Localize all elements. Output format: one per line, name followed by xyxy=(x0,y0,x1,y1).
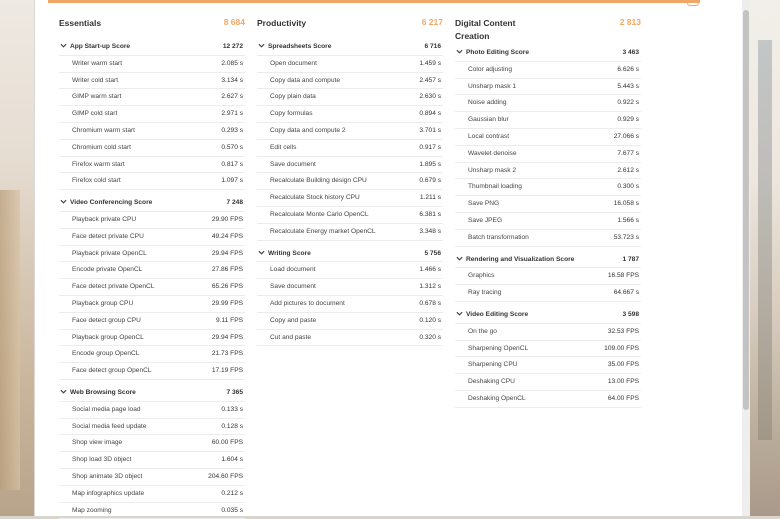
group-score: 3 598 xyxy=(622,310,639,318)
result-value: 2.085 s xyxy=(221,59,243,67)
category-score: 6 217 xyxy=(421,17,443,27)
result-row xyxy=(59,157,245,174)
result-label: Shop load 3D object xyxy=(72,456,132,464)
result-row xyxy=(257,296,443,313)
result-row xyxy=(257,330,443,347)
result-row xyxy=(257,190,443,207)
result-value: 0.293 s xyxy=(221,126,243,134)
group-score: 6 716 xyxy=(424,43,441,50)
result-label: Recalculate Energy market OpenCL xyxy=(270,227,376,235)
result-label: Graphics xyxy=(468,272,495,280)
result-label: Noise adding xyxy=(468,99,507,107)
result-label: Load document xyxy=(270,266,316,274)
category-title: Digital Content Creation xyxy=(455,18,516,41)
result-row xyxy=(59,363,245,380)
result-row xyxy=(455,129,641,146)
desktop-background-left xyxy=(0,0,34,516)
result-value: 1.459 s xyxy=(419,59,441,67)
group-label: Rendering and Visualization Score xyxy=(466,255,575,263)
result-value: 21.73 FPS xyxy=(211,350,243,358)
group-label: Spreadsheets Score xyxy=(268,43,332,50)
group-label: Photo Editing Score xyxy=(466,49,530,56)
result-value: 2.457 s xyxy=(419,76,441,84)
result-row xyxy=(59,173,245,190)
group-label: Video Editing Score xyxy=(466,310,529,318)
result-row xyxy=(455,285,641,302)
result-value: 2.612 s xyxy=(617,166,639,174)
result-row xyxy=(59,262,245,279)
score-group-photo-editing-score[interactable] xyxy=(455,45,641,62)
result-value: 0.922 s xyxy=(617,99,639,107)
result-value: 29.94 FPS xyxy=(211,249,243,257)
score-group-video-conferencing-score[interactable] xyxy=(59,195,245,212)
chevron-down-icon[interactable] xyxy=(60,198,67,205)
column-essentials xyxy=(59,17,245,519)
result-row xyxy=(59,503,245,519)
result-label: Copy formulas xyxy=(270,110,313,118)
result-label: Save PNG xyxy=(468,200,500,208)
result-value: 2.627 s xyxy=(221,93,243,101)
result-label: Encode private OpenCL xyxy=(72,266,143,274)
category-header xyxy=(257,17,443,29)
result-row xyxy=(455,62,641,79)
result-label: Shop view image xyxy=(72,439,123,447)
result-value: 17.19 FPS xyxy=(211,367,243,375)
result-value: 0.035 s xyxy=(221,506,243,514)
result-value: 3.348 s xyxy=(419,227,441,235)
result-value: 6.626 s xyxy=(617,65,639,73)
result-row xyxy=(455,95,641,112)
result-label: Thumbnail loading xyxy=(468,183,522,191)
result-row xyxy=(257,73,443,90)
result-row xyxy=(59,435,245,452)
result-label: Save document xyxy=(270,160,316,168)
result-label: Copy data and compute xyxy=(270,76,341,84)
result-label: Add pictures to document xyxy=(270,299,345,307)
result-value: 0.120 s xyxy=(419,316,441,324)
result-row xyxy=(59,212,245,229)
result-value: 35.00 FPS xyxy=(607,361,639,369)
result-value: 0.300 s xyxy=(617,183,639,191)
result-row xyxy=(59,279,245,296)
category-score: 2 813 xyxy=(619,17,641,27)
category-header xyxy=(59,17,245,29)
group-score: 7 248 xyxy=(226,199,243,207)
result-label: Firefox cold start xyxy=(72,177,121,185)
score-group-video-editing-score[interactable] xyxy=(455,307,641,324)
result-row xyxy=(59,89,245,106)
result-label: Playback private OpenCL xyxy=(72,249,147,257)
result-row xyxy=(59,452,245,469)
result-value: 27.066 s xyxy=(613,132,639,140)
result-row xyxy=(59,140,245,157)
result-label: Sharpening OpenCL xyxy=(468,344,529,352)
group-label: App Start-up Score xyxy=(70,43,131,50)
result-label: Wavelet denoise xyxy=(468,149,517,157)
result-row xyxy=(455,324,641,341)
result-row xyxy=(257,279,443,296)
result-row xyxy=(59,229,245,246)
result-label: Save document xyxy=(270,283,316,291)
result-value: 29.99 FPS xyxy=(211,299,243,307)
result-row xyxy=(59,419,245,436)
result-value: 0.894 s xyxy=(419,110,441,118)
result-row xyxy=(257,173,443,190)
result-value: 29.94 FPS xyxy=(211,333,243,341)
result-row xyxy=(455,341,641,358)
result-value: 1.312 s xyxy=(419,283,441,291)
result-value: 0.817 s xyxy=(221,160,243,168)
score-group-spreadsheets-score[interactable] xyxy=(257,39,443,56)
result-value: 1.895 s xyxy=(419,160,441,168)
result-label: Face detect group CPU xyxy=(72,316,141,324)
result-value: 65.26 FPS xyxy=(211,283,243,291)
result-row xyxy=(59,106,245,123)
result-label: Deshaking OpenCL xyxy=(468,394,526,402)
result-value: 6.381 s xyxy=(419,210,441,218)
result-label: GIMP cold start xyxy=(72,110,118,118)
result-row xyxy=(59,73,245,90)
group-score: 12 272 xyxy=(222,43,243,50)
result-label: Batch transformation xyxy=(468,233,529,241)
group-label: Writing Score xyxy=(268,249,311,257)
result-value: 3.701 s xyxy=(419,126,441,134)
result-label: Recalculate Building design CPU xyxy=(270,177,367,185)
result-label: Chromium cold start xyxy=(72,143,131,151)
result-value: 0.212 s xyxy=(221,489,243,497)
result-row xyxy=(455,163,641,180)
group-label: Web Browsing Score xyxy=(70,388,136,396)
result-label: Encode group OpenCL xyxy=(72,350,140,358)
result-row xyxy=(257,157,443,174)
result-row xyxy=(257,313,443,330)
result-row xyxy=(257,262,443,279)
result-row xyxy=(455,213,641,230)
result-row xyxy=(455,79,641,96)
result-value: 32.53 FPS xyxy=(607,327,639,335)
result-label: Social media feed update xyxy=(72,422,147,430)
result-value: 64.00 FPS xyxy=(607,394,639,402)
column-digital-content-creation xyxy=(455,17,641,408)
result-row xyxy=(455,112,641,129)
result-row xyxy=(257,89,443,106)
result-label: Unsharp mask 2 xyxy=(468,166,517,174)
result-row xyxy=(59,469,245,486)
result-row xyxy=(59,296,245,313)
result-row xyxy=(59,313,245,330)
result-label: Sharpening CPU xyxy=(468,361,518,369)
chevron-down-icon[interactable] xyxy=(258,249,265,256)
result-value: 0.678 s xyxy=(419,299,441,307)
category-score: 8 684 xyxy=(223,17,245,27)
result-label: GIMP warm start xyxy=(72,93,122,101)
result-value: 7.677 s xyxy=(617,149,639,157)
score-group-app-start-up-score[interactable] xyxy=(59,39,245,56)
result-label: Playback group OpenCL xyxy=(72,333,144,341)
score-group-web-browsing-score[interactable] xyxy=(59,385,245,402)
result-label: Gaussian blur xyxy=(468,116,509,124)
result-label: Unsharp mask 1 xyxy=(468,82,517,90)
result-row xyxy=(257,106,443,123)
scrollbar[interactable] xyxy=(742,0,750,516)
top-accent-bar xyxy=(48,0,700,3)
result-value: 60.00 FPS xyxy=(211,439,243,447)
category-title: Essentials xyxy=(59,18,102,28)
result-label: Color adjusting xyxy=(468,65,512,73)
result-label: Open document xyxy=(270,59,317,67)
chevron-down-icon[interactable] xyxy=(456,255,463,262)
chevron-down-icon[interactable] xyxy=(456,48,463,55)
result-label: Face detect private CPU xyxy=(72,232,144,240)
result-row xyxy=(455,357,641,374)
result-value: 1.211 s xyxy=(419,194,441,202)
result-label: Writer warm start xyxy=(72,59,123,67)
group-score: 1 787 xyxy=(622,255,639,263)
result-value: 27.86 FPS xyxy=(211,266,243,274)
results-window xyxy=(34,0,744,516)
result-label: Cut and paste xyxy=(270,333,312,341)
group-score: 5 756 xyxy=(424,249,441,257)
result-row xyxy=(59,56,245,73)
result-label: Shop animate 3D object xyxy=(72,472,143,480)
result-label: Map infographics update xyxy=(72,489,145,497)
result-value: 29.90 FPS xyxy=(211,215,243,223)
result-value: 0.570 s xyxy=(221,143,243,151)
result-value: 16.58 FPS xyxy=(607,272,639,280)
result-value: 109.00 FPS xyxy=(604,344,639,352)
result-row xyxy=(455,196,641,213)
result-row xyxy=(59,402,245,419)
result-row xyxy=(455,146,641,163)
result-value: 0.128 s xyxy=(221,422,243,430)
result-value: 1.466 s xyxy=(419,266,441,274)
result-row xyxy=(59,486,245,503)
result-row xyxy=(257,224,443,241)
result-value: 16.058 s xyxy=(613,200,639,208)
result-value: 0.679 s xyxy=(419,177,441,185)
result-value: 13.00 FPS xyxy=(607,378,639,386)
result-label: Copy data and compute 2 xyxy=(270,126,346,134)
result-row xyxy=(257,207,443,224)
result-value: 0.929 s xyxy=(617,116,639,124)
result-value: 204.60 FPS xyxy=(208,472,243,480)
result-row xyxy=(257,56,443,73)
result-value: 0.133 s xyxy=(221,405,243,413)
result-row xyxy=(257,140,443,157)
category-header xyxy=(455,17,641,42)
result-label: Firefox warm start xyxy=(72,160,125,168)
group-score: 3 463 xyxy=(622,49,639,56)
result-label: Edit cells xyxy=(270,143,297,151)
result-label: Copy and paste xyxy=(270,316,317,324)
result-label: Face detect group OpenCL xyxy=(72,367,152,375)
result-label: Playback group CPU xyxy=(72,299,134,307)
result-row xyxy=(59,330,245,347)
result-label: Copy plain data xyxy=(270,93,316,101)
result-row xyxy=(59,246,245,263)
result-label: Playback private CPU xyxy=(72,215,137,223)
score-group-rendering-and-visualization-score[interactable] xyxy=(455,252,641,269)
result-label: Map zooming xyxy=(72,506,112,514)
result-value: 1.097 s xyxy=(221,177,243,185)
result-label: On the go xyxy=(468,327,497,335)
result-value: 64.667 s xyxy=(613,289,639,297)
result-label: Face detect private OpenCL xyxy=(72,283,155,291)
result-value: 2.630 s xyxy=(419,93,441,101)
result-label: Recalculate Stock history CPU xyxy=(270,194,360,202)
result-row xyxy=(455,179,641,196)
result-value: 9.11 FPS xyxy=(216,316,243,324)
result-value: 2.971 s xyxy=(221,110,243,118)
result-label: Recalculate Monte Carlo OpenCL xyxy=(270,210,369,218)
result-row xyxy=(455,374,641,391)
chevron-down-icon[interactable] xyxy=(60,388,67,395)
scrollbar-thumb[interactable] xyxy=(743,10,749,410)
result-value: 1.566 s xyxy=(617,216,639,224)
result-value: 1.604 s xyxy=(221,456,243,464)
result-value: 49.24 FPS xyxy=(211,232,243,240)
result-label: Social media page load xyxy=(72,405,141,413)
result-row xyxy=(59,346,245,363)
result-row xyxy=(257,123,443,140)
score-group-writing-score[interactable] xyxy=(257,246,443,263)
result-label: Chromium warm start xyxy=(72,126,136,134)
result-row xyxy=(455,268,641,285)
chevron-down-icon[interactable] xyxy=(258,42,265,49)
result-label: Ray tracing xyxy=(468,289,502,297)
result-row xyxy=(455,391,641,408)
result-value: 0.320 s xyxy=(419,333,441,341)
chevron-down-icon[interactable] xyxy=(456,310,463,317)
result-value: 5.443 s xyxy=(617,82,639,90)
result-value: 53.723 s xyxy=(613,233,639,241)
column-productivity xyxy=(257,17,443,346)
chevron-down-icon[interactable] xyxy=(60,42,67,49)
result-label: Writer cold start xyxy=(72,76,119,84)
result-value: 0.917 s xyxy=(419,143,441,151)
result-row xyxy=(59,123,245,140)
top-corner-decoration xyxy=(687,0,699,6)
result-label: Local contrast xyxy=(468,132,510,140)
result-label: Deshaking CPU xyxy=(468,378,515,386)
group-label: Video Conferencing Score xyxy=(70,199,153,207)
result-row xyxy=(455,230,641,247)
result-value: 3.134 s xyxy=(221,76,243,84)
result-label: Save JPEG xyxy=(468,216,503,224)
category-title: Productivity xyxy=(257,18,307,28)
group-score: 7 365 xyxy=(226,388,243,396)
